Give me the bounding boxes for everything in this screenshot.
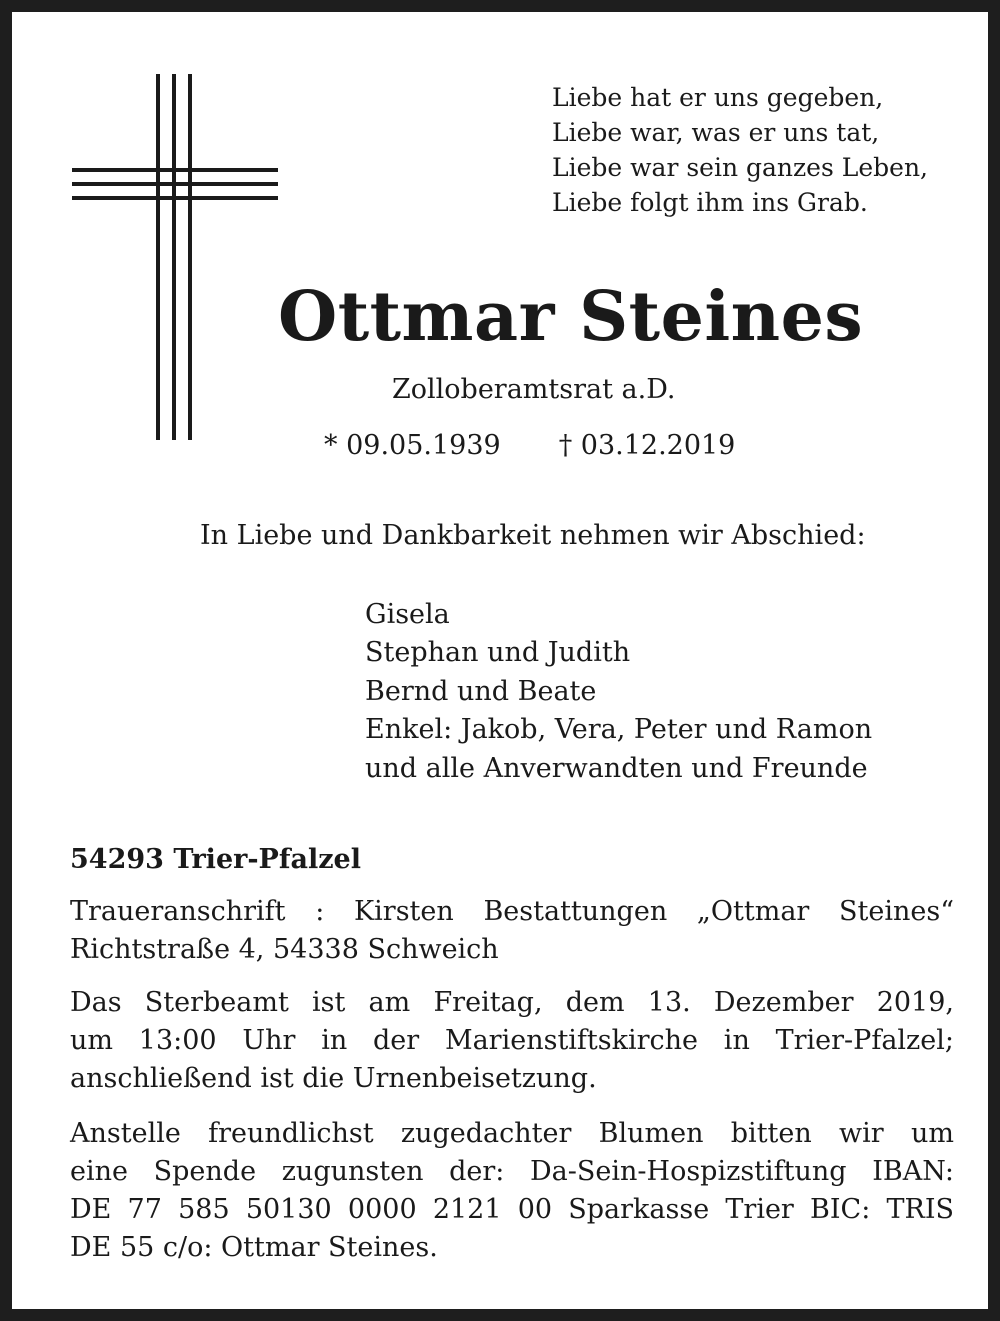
service-info: [70, 984, 954, 1098]
donation-line: DE 55 c/o: Ottmar Steines.: [70, 1232, 438, 1263]
service-line: Das Sterbeamt ist am Freitag, dem 13. Dezember 2019,: [70, 987, 954, 1018]
service-line: anschließend ist die Urnenbeisetzung.: [70, 1063, 597, 1094]
death-date: † 03.12.2019: [558, 430, 736, 461]
address-line: Traueranschrift : Kirsten Bestattungen „Ottmar Steines“: [70, 896, 954, 927]
mourner-entry: Gisela: [365, 599, 450, 630]
poem-line: Liebe folgt ihm ins Grab.: [552, 188, 868, 217]
address-line: Richtstraße 4, 54338 Schweich: [70, 934, 499, 965]
mourner-entry: Bernd und Beate: [365, 675, 597, 707]
poem-line: Liebe war, was er uns tat,: [552, 118, 880, 147]
farewell-line: In Liebe und Dankbarkeit nehmen wir Abschied:: [200, 520, 866, 551]
donation-line: DE 77 585 50130 0000 2121 00 Sparkasse Trier BIC: TRIS: [70, 1194, 954, 1225]
location: 54293 Trier-Pfalzel: [70, 844, 361, 875]
life-dates: [324, 428, 735, 464]
deceased-title: Zolloberamtsrat a.D.: [392, 374, 676, 405]
poem-line: Liebe hat er uns gegeben,: [552, 83, 884, 112]
service-line: um 13:00 Uhr in der Marienstiftskirche in Trier-Pfalzel;: [70, 1025, 954, 1056]
mourner-entry: Enkel: Jakob, Vera, Peter und Ramon: [365, 714, 873, 746]
poem: [552, 80, 928, 220]
mourning-address: [70, 893, 954, 969]
mourner-entry: Stephan und Judith: [365, 637, 631, 669]
donation-line: Anstelle freundlichst zugedachter Blumen bitten wir um: [70, 1118, 954, 1149]
mourner-entry: und alle Anverwandten und Freunde: [365, 752, 868, 784]
donation-info: [70, 1115, 954, 1267]
cross-icon: [72, 74, 278, 440]
mourners-list: [365, 596, 872, 788]
poem-line: Liebe war sein ganzes Leben,: [552, 153, 929, 182]
deceased-name: Ottmar Steines: [278, 277, 864, 357]
donation-line: eine Spende zugunsten der: Da-Sein-Hospizstiftung IBAN:: [70, 1156, 954, 1187]
birth-date: * 09.05.1939: [324, 430, 501, 461]
